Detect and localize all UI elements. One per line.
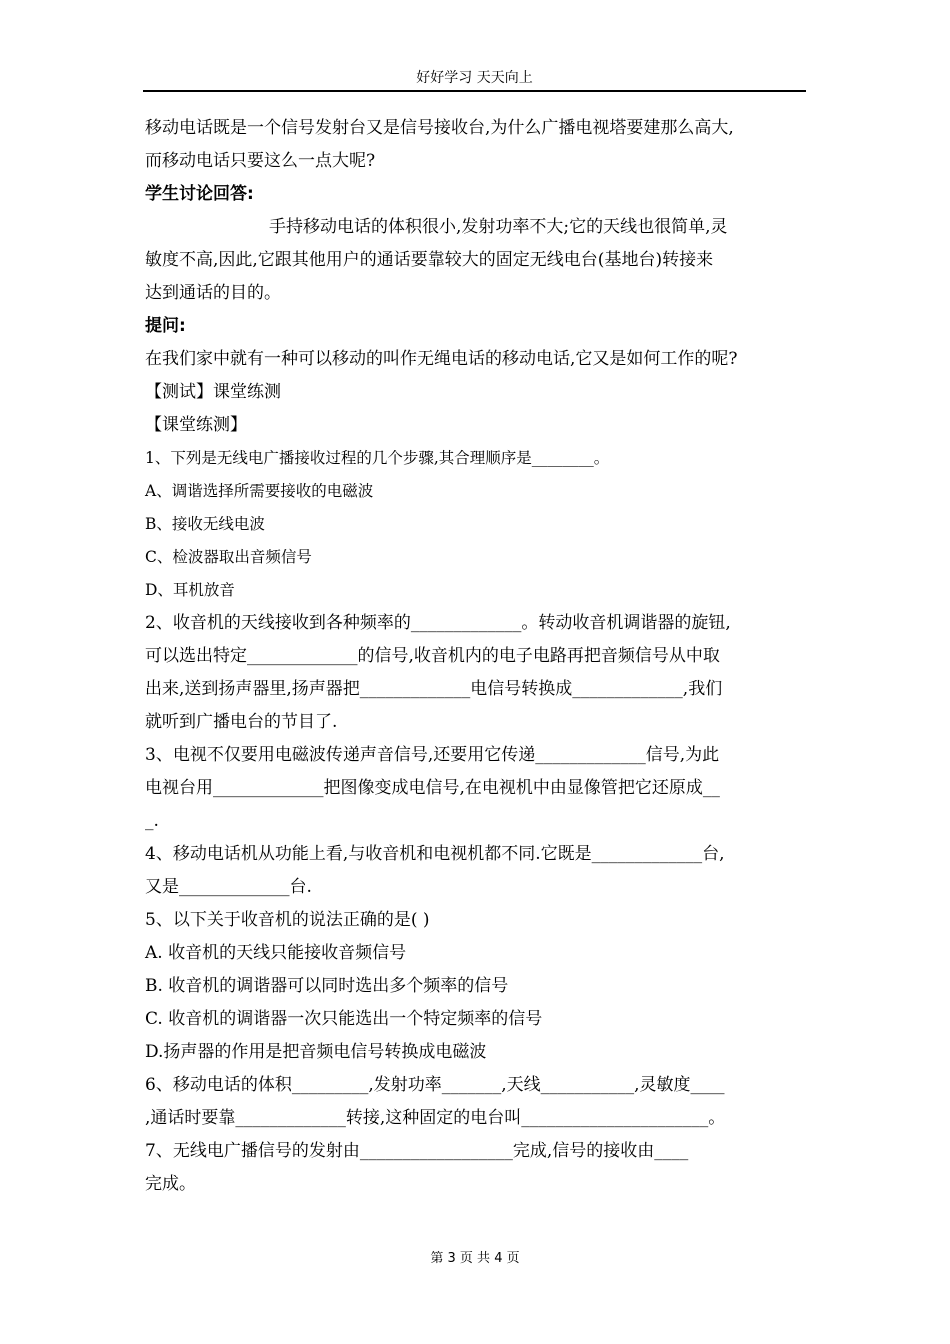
text-line: 5、以下关于收音机的说法正确的是( ) [145, 910, 430, 930]
page-footer [0, 1247, 950, 1266]
text-line: 而移动电话只要这么一点大呢? [145, 151, 376, 171]
text-line: 学生讨论回答: [145, 184, 254, 204]
text-line: 出来,送到扬声器里,扬声器把_____________电信号转换成_____________,我们 [145, 679, 723, 699]
text-line: 就听到广播电台的节目了. [145, 712, 338, 732]
text-line: A. 收音机的天线只能接收音频信号 [145, 943, 407, 963]
text-line: 【测试】课堂练测 [145, 382, 281, 402]
header-title: 好好学习 天天向上 [416, 70, 533, 86]
text-line: 移动电话既是一个信号发射台又是信号接收台,为什么广播电视塔要建那么高大, [145, 118, 734, 138]
text-line: _. [145, 811, 159, 831]
page-number: 第 3 页 共 4 页 [430, 1251, 520, 1266]
text-line: 又是_____________台. [145, 877, 312, 897]
text-line: 【课堂练测】 [145, 415, 247, 435]
text-line: D、耳机放音 [145, 581, 235, 599]
text-line: C. 收音机的调谐器一次只能选出一个特定频率的信号 [145, 1009, 543, 1029]
text-line: A、调谐选择所需要接收的电磁波 [145, 482, 374, 500]
text-line: D.扬声器的作用是把音频电信号转换成电磁波 [145, 1042, 487, 1062]
text-line: B. 收音机的调谐器可以同时选出多个频率的信号 [145, 976, 509, 996]
text-line: 可以选出特定_____________的信号,收音机内的电子电路再把音频信号从中取 [145, 646, 720, 666]
text-line: 达到通话的目的。 [145, 283, 281, 303]
text-line: C、检波器取出音频信号 [145, 548, 312, 566]
page-header [143, 68, 806, 92]
text-line: B、接收无线电波 [145, 515, 265, 533]
text-line: 3、电视不仅要用电磁波传递声音信号,还要用它传递_____________信号,为此 [145, 745, 720, 765]
text-line: 敏度不高,因此,它跟其他用户的通话要靠较大的固定无线电台(基地台)转接来 [145, 250, 714, 270]
text-line: 7、无线电广播信号的发射由__________________完成,信号的接收由____ [145, 1141, 689, 1161]
text-line: 在我们家中就有一种可以移动的叫作无绳电话的移动电话,它又是如何工作的呢? [145, 349, 738, 369]
text-line: 提问: [145, 316, 186, 336]
text-line: 4、移动电话机从功能上看,与收音机和电视机都不同.它既是_____________台, [145, 844, 725, 864]
text-line: 完成。 [145, 1174, 196, 1194]
document-body [145, 112, 813, 1201]
text-line: 6、移动电话的体积_________,发射功率_______,天线___________,灵敏度____ [145, 1075, 725, 1095]
text-line: 电视台用_____________把图像变成电信号,在电视机中由显像管把它还原成__ [145, 778, 720, 798]
text-line: 1、下列是无线电广播接收过程的几个步骤,其合理顺序是________。 [145, 449, 610, 467]
text-line: 手持移动电话的体积很小,发射功率不大;它的天线也很简单,灵 [269, 217, 728, 237]
text-line: ,通话时要靠_____________转接,这种固定的电台叫______________________。 [145, 1108, 726, 1128]
text-line: 2、收音机的天线接收到各种频率的_____________。转动收音机调谐器的旋钮, [145, 613, 731, 633]
